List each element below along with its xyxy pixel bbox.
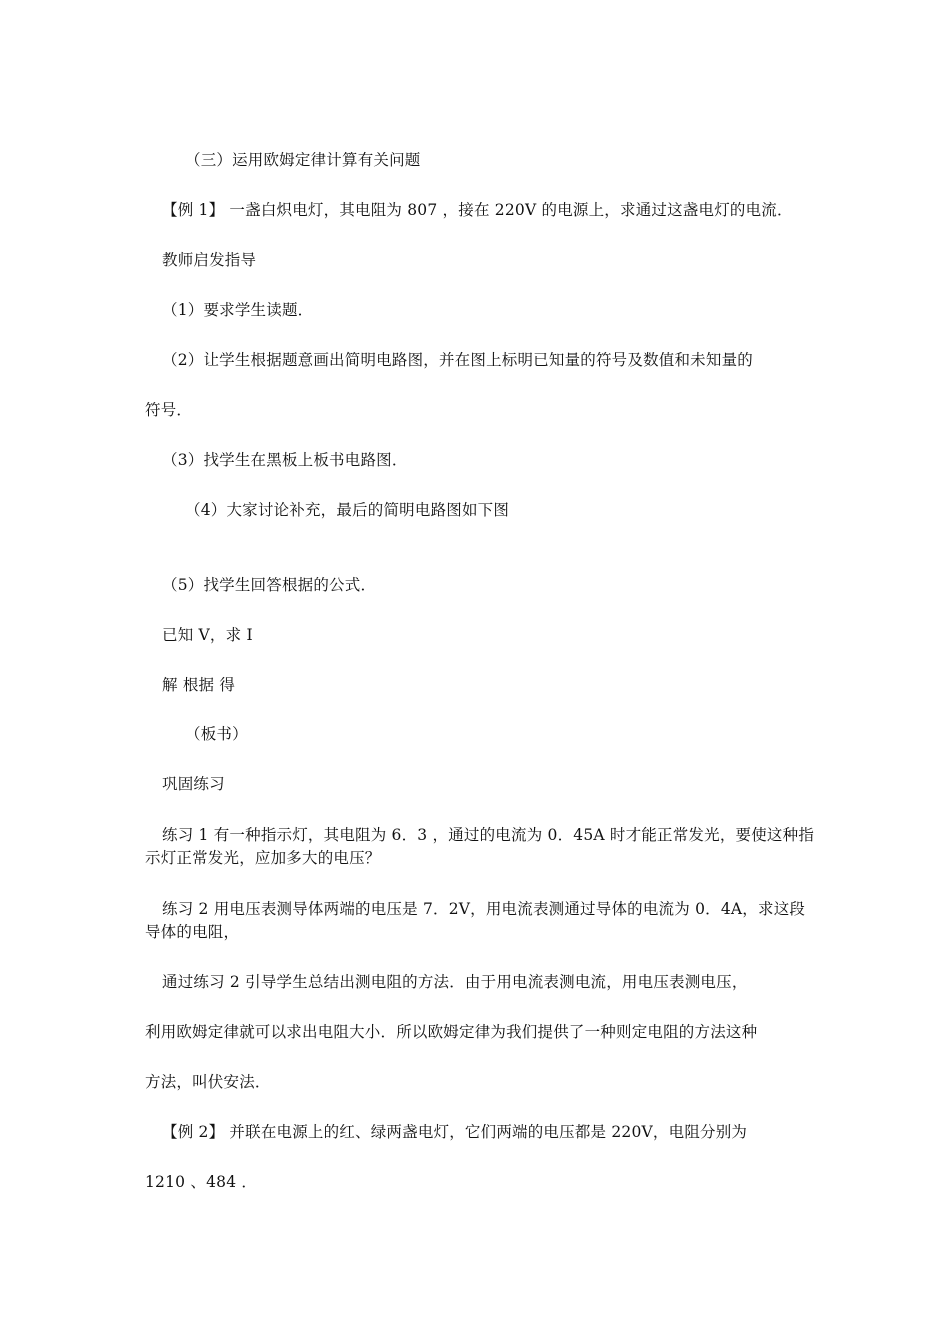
board-writing-note: （板书）	[185, 725, 248, 743]
example-2-line-1: 【例 2】 并联在电源上的红、绿两盏电灯，它们两端的电压都是 220V，电阻分别为	[162, 1123, 748, 1141]
summary-line-3: 方法，叫伏安法．	[145, 1073, 271, 1091]
step-3-text: （3）找学生在黑板上板书电路图．	[162, 451, 408, 469]
practice-1-line-2: 示灯正常发光，应加多大的电压？	[145, 849, 381, 867]
practice-2-line-2: 导体的电阻，	[145, 923, 240, 941]
teacher-guidance-heading: 教师启发指导	[162, 251, 257, 269]
example-2-line-2: 1210 、484 ．	[145, 1173, 258, 1191]
practice-2-line-1: 练习 2 用电压表测导体两端的电压是 7．2V，用电流表测通过导体的电流为 0．4A，求这段	[162, 900, 806, 918]
practice-heading: 巩固练习	[162, 775, 225, 793]
example-1-text: 【例 1】 一盏白炽电灯，其电阻为 807 ，接在 220V 的电源上，求通过这盏电灯的电流．	[162, 201, 793, 219]
section-heading: （三）运用欧姆定律计算有关问题	[185, 151, 421, 169]
step-2-continuation: 符号．	[145, 401, 193, 419]
practice-1-line-1: 练习 1 有一种指示灯，其电阻为 6．3 ，通过的电流为 0．45A 时才能正常发光，要使这种指	[162, 826, 815, 844]
summary-line-2: 利用欧姆定律就可以求出电阻大小．所以欧姆定律为我们提供了一种则定电阻的方法这种	[145, 1023, 758, 1041]
step-5-text: （5）找学生回答根据的公式．	[162, 576, 377, 594]
step-2-text: （2）让学生根据题意画出简明电路图，并在图上标明已知量的符号及数值和未知量的	[162, 351, 753, 369]
step-1-text: （1）要求学生读题．	[162, 301, 314, 319]
solution-line: 解 根据 得	[162, 676, 236, 694]
step-4-text: （4）大家讨论补充，最后的简明电路图如下图	[185, 501, 510, 519]
summary-line-1: 通过练习 2 引导学生总结出测电阻的方法．由于用电流表测电流，用电压表测电压，	[162, 973, 748, 991]
given-find-line: 已知 V，求 I	[162, 626, 253, 644]
